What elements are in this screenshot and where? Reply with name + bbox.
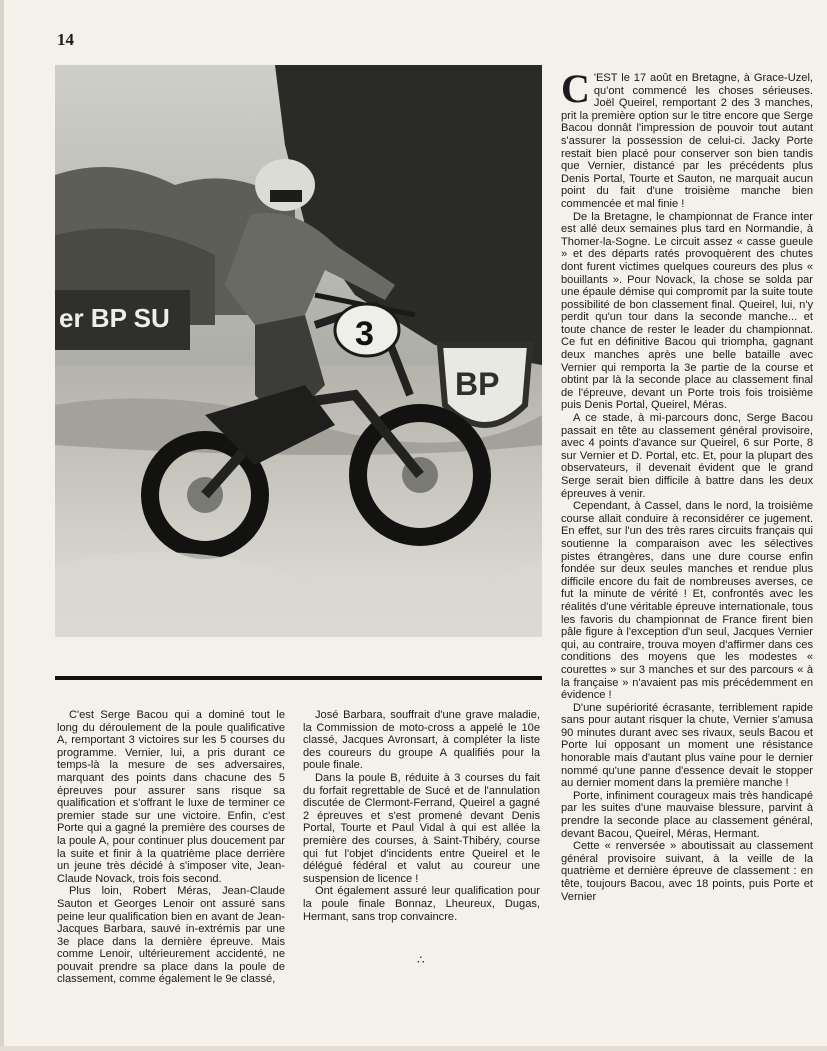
article-right-column <box>561 66 813 903</box>
scan-edge-left <box>0 0 4 1051</box>
section-rule <box>55 676 542 680</box>
bib-number: 3 <box>355 315 374 353</box>
paragraph: C'est Serge Bacou qui a dominé tout le long du déroulement de la poule qualificative A, remportant 3 victoires sur les 5 courses du programme. Vernier, lui, a pris durant ce temps-là la mesure de ses adversaires, marquant des points dans chacune des 5 épreuves pour assurer sans risque sa qualification et s'offrant le luxe de terminer ce premier stade sur une victoire. Enfin, c'est Porte qui a gagné la première des courses de la poule A, pour continuer plus doucement par la suite et finir à la quatrième place derrière un jeune très décidé à s'imposer vite, Jean-Claude Novack, trois fois second. <box>57 709 285 885</box>
paragraph: Porte, infiniment courageux mais très handicapé par les suites d'une mauvaise blessure, parvint à prendre la seconde place au classement général, devant Bacou, Queirel, Méras, Hermant. <box>561 789 813 840</box>
motocross-photo <box>55 65 542 637</box>
drop-cap: C <box>561 66 590 111</box>
banner-text-right: BP <box>455 366 500 402</box>
paragraph: D'une supériorité écrasante, terriblement rapide sans pour autant risquer la chute, Vernier s'amusa 90 minutes durant avec ses rivaux, seuls Bacou et Porte lui opposant un moment une résistance honorable mais d'autant plus vaine pour le dernier nommé qu'une panne d'essence devait le stopper au dernier moment dans la première manche ! <box>561 701 813 790</box>
section-separator: ∴ <box>417 953 426 967</box>
page-number: 14 <box>57 30 74 49</box>
article-bottom-middle-column <box>303 709 540 923</box>
paragraph: José Barbara, souffrait d'une grave maladie, la Commission de moto-cross a appelé le 10e classé, Jacques Avronsart, à compléter la liste des coureurs du groupe A qualifiés pour la poule finale. <box>303 709 540 772</box>
banner-text-left: er BP SU <box>59 303 170 333</box>
paragraph: A ce stade, à mi-parcours donc, Serge Bacou passait en tête au classement général provisoire, avec 4 points d'avance sur Queirel, 6 sur Porte, 8 sur Vernier et D. Portal, etc. Et, pour la plupart des observateurs, il devenait évident que le grand Serge serait bien difficile à battre dans les deux épreuves à venir. <box>561 412 813 500</box>
article-bottom-left-column <box>57 709 285 986</box>
paragraph: Plus loin, Robert Méras, Jean-Claude Sauton et Georges Lenoir ont assuré sans peine leur qualification bien en avant de Jean-Jacques Barbara, sauvé in-extrémis par une 3e place dans la dernière épreuve. Mais comme Lenoir, ultérieurement accidenté, ne pouvait prendre sa place dans la poule de classement, comme également le 9e classé, <box>57 885 285 986</box>
paragraph: Dans la poule B, réduite à 3 courses du fait du forfait regrettable de Sucé et de l'annulation discutée de Clermont-Ferrand, Queirel a gagné 2 épreuves et s'est promené devant Denis Portal, Tourte et Paul Vidal à qui est allée la première des courses, à Saint-Thibéry, course qui fut l'objet d'incidents entre Queirel et le délégué fédéral et valut au coureur une suspension de licence ! <box>303 771 540 885</box>
scan-edge-bottom <box>0 1046 827 1051</box>
paragraph: Cependant, à Cassel, dans le nord, la troisième course allait conduire à reconsidérer ce jugement. En effet, sur l'un des très rares circuits français qui soutienne la comparaison avec les sélectives pistes étrangères, dans une dure course enfin fondée sur deux seules manches et rendue plus difficile encore du fait de nombreuses averses, ce fut la minute de vérité ! Et, confrontés avec les réalités d'une véritable épreuve internationale, tous les favoris du championnat de France firent bien pâle figure à l'exception d'un seul, Jacques Vernier qui, au contraire, trouva moyen d'affirmer dans ces conditions des moyens que les modestes « courettes » sur 3 manches et sur des parcours « à la française » n'avaient pas mis précédemment en évidence ! <box>561 500 813 702</box>
motocross-rider-illustration <box>55 65 542 637</box>
paragraph: C 'EST le 17 août en Bretagne, à Grace-Uzel, qu'ont commencé les choses sérieuses. Joël Queirel, remportant 2 des 3 manches, prit la première option sur le titre encore que Serge Bacou donnât l'impression de pouvoir tout autant s'assurer la possession de celui-ci. Jacky Porte restait bien placé pour conserver son bien tandis que Vernier, distancé par les précédents plus Denis Portal, Tourte et Sauton, ne marquait aucun point du fait d'une troisième manche bien commencée et mal finie ! <box>561 66 813 210</box>
paragraph: Ont également assuré leur qualification pour la poule finale Bonnaz, Lheureux, Dugas, Hermant, sans trop convaincre. <box>303 885 540 923</box>
paragraph: Cette « renversée » aboutissait au classement général provisoire suivant, à la veille de la quatrième et dernière épreuve de classement : en tête, toujours Bacou, avec 18 points, puis Porte et Vernier <box>561 840 813 903</box>
paragraph: De la Bretagne, le championnat de France inter est allé deux semaines plus tard en Normandie, à Thomer-la-Sogne. Le circuit assez « casse gueule » et des départs ratés provoquèrent des chutes dont furent victimes quelques coureurs des plus « bouillants ». Pour Novack, la chose se solda par une épaule démise qui compromit par la suite toute possibilité de bon classement final. Queirel, lui, n'y perdit qu'un tour dans la seconde manche... et toute chance de rester le leader du championnat. Ce fut en définitive Bacou qui triompha, gagnant deux manches après une belle bataille avec Vernier qui remporta la 3e partie de la course et obtint par là la seconde place au classement final de l'épreuve, devant un Porte trois fois troisième puis Denis Portal, Queirel, Méras. <box>561 210 813 412</box>
